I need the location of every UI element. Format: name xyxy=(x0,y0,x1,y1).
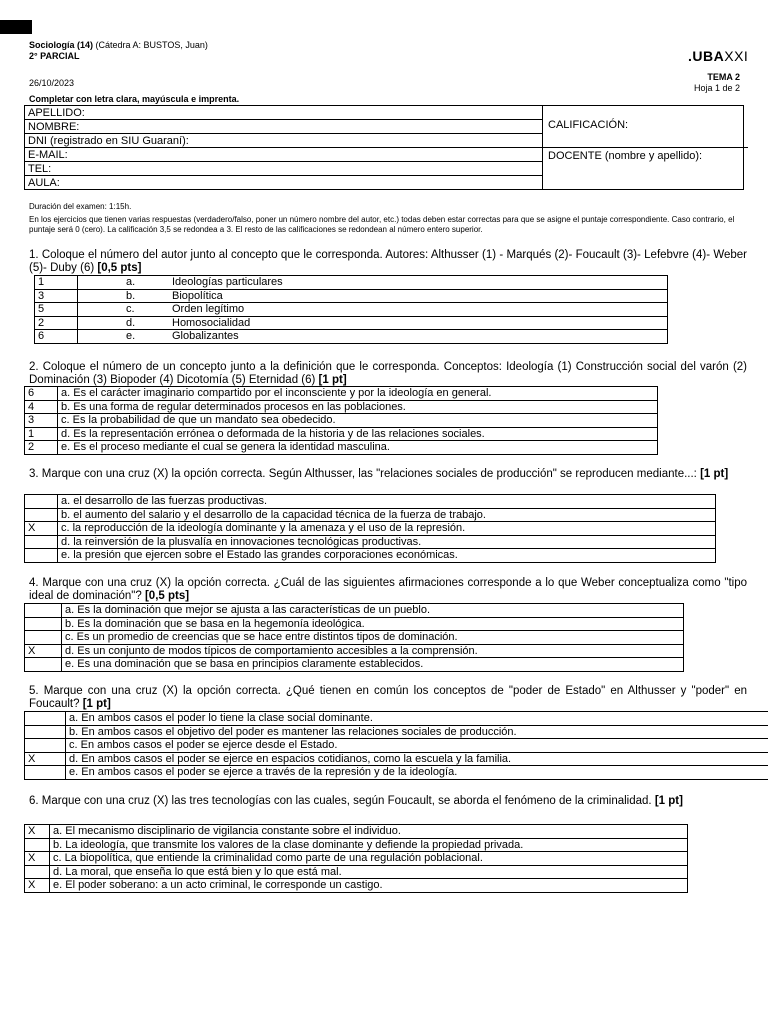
option-text-cell: d. la reinversión de la plusvalía en innovaciones tecnológicas productivas. xyxy=(58,535,716,549)
question-6-table xyxy=(24,824,688,893)
question-1 xyxy=(29,249,747,275)
option-text-cell: a. El mecanismo disciplinario de vigilancia constante sobre el individuo. xyxy=(50,825,688,839)
question-1-text: 1. Coloque el número del autor junto al concepto que le corresponda. Autores: Althusser (1) - Marqués (2)- Foucault (3)- Lefebvre (4)- Weber (5)- Duby (6) xyxy=(29,249,747,274)
logo-main: .UBA xyxy=(688,48,725,64)
definition-cell: c. Es la probabilidad de que un mandato sea obedecido. xyxy=(58,414,658,428)
table-row xyxy=(25,838,688,852)
answer-mark-cell[interactable] xyxy=(25,766,66,780)
table-row xyxy=(25,725,768,739)
table-row xyxy=(25,631,684,645)
answer-mark-cell[interactable] xyxy=(25,617,62,631)
answer-mark-cell[interactable]: X xyxy=(25,852,50,866)
table-row xyxy=(25,535,716,549)
table-row xyxy=(25,712,768,726)
redaction-bar xyxy=(0,20,32,34)
answer-mark-cell[interactable] xyxy=(25,739,66,753)
question-4-points: [0,5 pts] xyxy=(144,590,190,602)
answer-mark-cell[interactable] xyxy=(25,712,66,726)
concept-text: Homosocialidad xyxy=(172,316,251,329)
option-text-cell: d. En ambos casos el poder se ejerce en espacios cotidianos, como la escuela y la familia. xyxy=(66,752,768,766)
dni-field[interactable]: DNI (registrado en SIU Guaraní): xyxy=(25,134,542,148)
answer-mark-cell[interactable] xyxy=(25,838,50,852)
answer-mark-cell[interactable]: X xyxy=(25,879,50,893)
question-6-points: [1 pt] xyxy=(654,795,683,807)
definition-cell: a. Es el carácter imaginario compartido por el inconsciente y por la ideología en general. xyxy=(58,387,658,401)
table-row xyxy=(25,441,658,455)
concept-cell xyxy=(78,289,668,303)
table-row xyxy=(35,330,668,344)
table-row xyxy=(25,852,688,866)
question-1-table xyxy=(34,275,668,344)
answer-mark-cell[interactable] xyxy=(25,865,50,879)
nombre-field[interactable]: NOMBRE: xyxy=(25,120,542,134)
concept-letter: d. xyxy=(126,316,136,329)
docente-field[interactable]: DOCENTE (nombre y apellido): xyxy=(543,147,748,162)
concept-number-cell[interactable]: 3 xyxy=(25,414,58,428)
table-row xyxy=(25,604,684,618)
option-text-cell: c. Es un promedio de creencias que se hace entre distintos tipos de dominación. xyxy=(62,631,684,645)
option-text-cell: c. la reproducción de la ideología dominante y la amenaza y el uso de la represión. xyxy=(58,522,716,536)
table-row xyxy=(25,427,658,441)
question-5-text: 5. Marque con una cruz (X) la opción correcta. ¿Qué tienen en común los conceptos de "poder de Estado" en Althusser y "poder" en Foucault? xyxy=(29,685,747,710)
concept-cell xyxy=(78,276,668,290)
option-text-cell: a. En ambos casos el poder lo tiene la clase social dominante. xyxy=(66,712,768,726)
answer-mark-cell[interactable] xyxy=(25,508,58,522)
definition-cell: b. Es una forma de regular determinados procesos en las poblaciones. xyxy=(58,400,658,414)
course-chair: (Cátedra A: BUSTOS, Juan) xyxy=(93,40,208,50)
table-row xyxy=(25,739,768,753)
concept-cell xyxy=(78,316,668,330)
concept-number-cell[interactable]: 4 xyxy=(25,400,58,414)
answer-mark-cell[interactable] xyxy=(25,604,62,618)
option-text-cell: c. La biopolítica, que entiende la criminalidad como parte de una regulación poblacional. xyxy=(50,852,688,866)
table-row xyxy=(25,766,768,780)
question-2-points: [1 pt] xyxy=(318,374,347,386)
question-6-text: 6. Marque con una cruz (X) las tres tecnologías con las cuales, según Foucault, se aborda el fenómeno de la criminalidad. xyxy=(29,795,655,807)
author-number-cell[interactable]: 3 xyxy=(35,289,78,303)
table-row xyxy=(25,400,658,414)
option-text-cell: d. La moral, que enseña lo que está bien y lo que está mal. xyxy=(50,865,688,879)
question-5 xyxy=(29,685,747,711)
option-text-cell: b. En ambos casos el objetivo del poder es mantener las relaciones sociales de producción. xyxy=(66,725,768,739)
email-field[interactable]: E-MAIL: xyxy=(25,148,542,162)
author-number-cell[interactable]: 1 xyxy=(35,276,78,290)
student-id-box xyxy=(24,105,744,190)
table-row xyxy=(25,644,684,658)
author-number-cell[interactable]: 2 xyxy=(35,316,78,330)
table-row xyxy=(25,865,688,879)
question-3-text: 3. Marque con una cruz (X) la opción correcta. Según Althusser, las "relaciones sociales de producción" se reproducen mediante...: xyxy=(29,468,701,480)
calificacion-field[interactable]: CALIFICACIÓN: xyxy=(548,119,629,131)
table-row xyxy=(25,549,716,563)
answer-mark-cell[interactable] xyxy=(25,658,62,672)
table-row xyxy=(25,825,688,839)
question-3-points: [1 pt] xyxy=(700,468,729,480)
option-text-cell: e. El poder soberano: a un acto criminal, le corresponde un castigo. xyxy=(50,879,688,893)
table-row xyxy=(35,316,668,330)
answer-mark-cell[interactable]: X xyxy=(25,644,62,658)
option-text-cell: b. el aumento del salario y el desarrollo de la capacidad técnica de la fuerza de trabajo. xyxy=(58,508,716,522)
table-row xyxy=(25,495,716,509)
tel-field[interactable]: TEL: xyxy=(25,162,542,176)
option-text-cell: b. Es la dominación que se basa en la hegemonía ideológica. xyxy=(62,617,684,631)
question-2 xyxy=(29,361,747,387)
concept-number-cell[interactable]: 6 xyxy=(25,387,58,401)
concept-text: Biopolítica xyxy=(172,289,223,302)
definition-cell: d. Es la representación errónea o deformada de la historia y de las relaciones sociales. xyxy=(58,427,658,441)
author-number-cell[interactable]: 6 xyxy=(35,330,78,344)
fill-instructions: Completar con letra clara, mayúscula e imprenta. xyxy=(29,94,240,104)
answer-mark-cell[interactable]: X xyxy=(25,825,50,839)
table-row xyxy=(25,522,716,536)
student-fields xyxy=(25,106,543,189)
question-3 xyxy=(29,468,747,481)
table-row xyxy=(25,879,688,893)
concept-letter: c. xyxy=(126,303,135,316)
option-text-cell: e. En ambos casos el poder se ejerce a través de la represión y de la ideología. xyxy=(66,766,768,780)
table-row xyxy=(25,658,684,672)
question-4-table xyxy=(24,603,684,672)
option-text-cell: a. el desarrollo de las fuerzas productivas. xyxy=(58,495,716,509)
concept-text: Orden legítimo xyxy=(172,303,245,316)
exam-type: 2° PARCIAL xyxy=(29,51,80,61)
concept-cell xyxy=(78,303,668,317)
table-row xyxy=(35,303,668,317)
table-row xyxy=(25,414,658,428)
author-number-cell[interactable]: 5 xyxy=(35,303,78,317)
concept-text: Ideologías particulares xyxy=(172,276,283,289)
concept-letter: e. xyxy=(126,330,136,343)
concept-number-cell[interactable]: 2 xyxy=(25,441,58,455)
concept-letter: b. xyxy=(126,289,136,302)
option-text-cell: e. la presión que ejercen sobre el Estado las grandes corporaciones económicas. xyxy=(58,549,716,563)
exam-date: 26/10/2023 xyxy=(29,78,75,88)
uba-logo xyxy=(688,48,748,64)
table-row xyxy=(25,752,768,766)
table-row xyxy=(35,289,668,303)
grading-rules: En los ejercicios que tienen varias respuestas (verdadero/falso, poner un número nombre del autor, etc.) todas deben estar correctas para que se asigne el puntaje correspondiente. Caso contrario, el puntaje será 0 (cero). La calificación 3,5 se redondea a 3. El resto de las calificaciones se redondean al número entero superior. xyxy=(29,215,735,234)
answer-mark-cell[interactable] xyxy=(25,535,58,549)
apellido-field[interactable]: APELLIDO: xyxy=(25,106,542,120)
question-4-text: 4. Marque con una cruz (X) la opción correcta. ¿Cuál de las siguientes afirmaciones corresponde a lo que Weber conceptualiza como "tipo ideal de dominación"? xyxy=(29,577,747,602)
answer-mark-cell[interactable]: X xyxy=(25,752,66,766)
question-1-points: [0,5 pts] xyxy=(97,262,142,274)
course-line xyxy=(29,40,208,50)
question-4 xyxy=(29,577,747,603)
question-5-table xyxy=(24,711,768,780)
option-text-cell: a. Es la dominación que mejor se ajusta a las características de un pueblo. xyxy=(62,604,684,618)
concept-text: Globalizantes xyxy=(172,330,239,343)
exam-notes xyxy=(29,202,739,238)
answer-mark-cell[interactable] xyxy=(25,495,58,509)
concept-number-cell[interactable]: 1 xyxy=(25,427,58,441)
logo-suffix: XXI xyxy=(724,48,749,64)
table-row xyxy=(35,276,668,290)
option-text-cell: e. Es una dominación que se basa en principios claramente establecidos. xyxy=(62,658,684,672)
answer-mark-cell[interactable] xyxy=(25,549,58,563)
question-2-text: 2. Coloque el número de un concepto junto a la definición que le corresponda. Conceptos: Ideología (1) Construcción social del varón (2) Dominación (3) Biopoder (4) Dicotomía (5) Eternidad (6) xyxy=(29,361,747,386)
table-row xyxy=(25,508,716,522)
table-row xyxy=(25,387,658,401)
option-text-cell: b. La ideología, que transmite los valores de la clase dominante y defiende la propiedad privada. xyxy=(50,838,688,852)
option-text-cell: d. Es un conjunto de modos típicos de comportamiento accesibles a la comprensión. xyxy=(62,644,684,658)
concept-cell xyxy=(78,330,668,344)
answer-mark-cell[interactable]: X xyxy=(25,522,58,536)
concept-letter: a. xyxy=(126,276,136,289)
page-counter: Hoja 1 de 2 xyxy=(693,83,740,93)
duration-note: Duración del examen: 1:15h. xyxy=(29,202,132,211)
tema-label: TEMA 2 xyxy=(707,72,740,82)
aula-field[interactable]: AULA: xyxy=(28,177,60,189)
table-row xyxy=(25,617,684,631)
question-3-table xyxy=(24,494,716,563)
answer-mark-cell[interactable] xyxy=(25,631,62,645)
question-6 xyxy=(29,795,747,808)
option-text-cell: c. En ambos casos el poder se ejerce desde el Estado. xyxy=(66,739,768,753)
question-5-points: [1 pt] xyxy=(82,698,111,710)
question-2-table xyxy=(24,386,658,455)
course-name: Sociología (14) xyxy=(29,40,94,50)
answer-mark-cell[interactable] xyxy=(25,725,66,739)
definition-cell: e. Es el proceso mediante el cual se genera la identidad masculina. xyxy=(58,441,658,455)
